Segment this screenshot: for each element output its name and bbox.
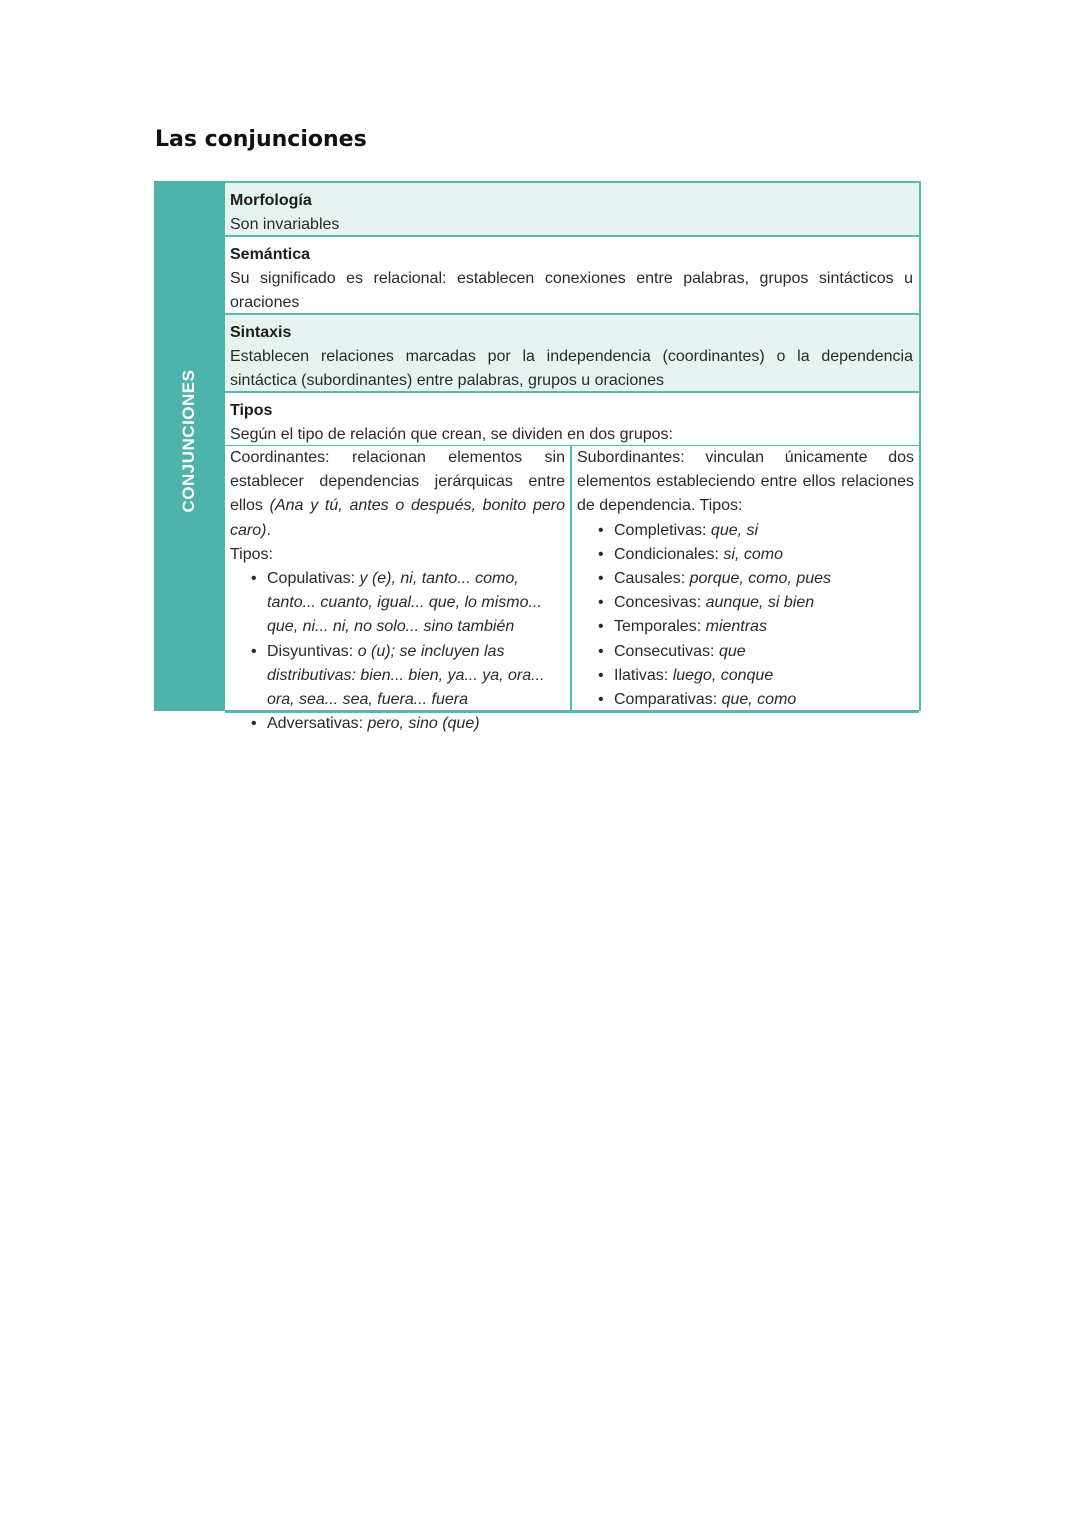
item-examples: o (u); se incluyen las distributivas: bien... bien, ya... ya, ora... ora, sea... sea, fuera... fuera (267, 642, 545, 709)
subordinantes-column (572, 446, 919, 710)
morfologia-text: Son invariables (230, 216, 340, 233)
item-examples: aunque, si bien (705, 594, 815, 612)
list-item: • Ilativas: luego, conque (598, 666, 774, 684)
list-item: • Causales: porque, como, pues (598, 570, 832, 588)
item-name: Temporales: (614, 618, 706, 636)
row-tipos (225, 391, 919, 445)
item-name: Concesivas: (614, 594, 706, 612)
side-band (154, 181, 225, 711)
page-title: Las conjunciones (155, 127, 367, 152)
list-item: • Condicionales: si, como (598, 545, 783, 563)
side-label: CONJUNCIONES (179, 369, 198, 513)
row-sintaxis (225, 313, 919, 391)
row-morfologia (225, 181, 919, 235)
sintaxis-heading: Sintaxis (230, 324, 292, 341)
coordinantes-column (225, 446, 572, 733)
list-item: • Concesivas: aunque, si bien (598, 594, 815, 612)
item-examples: que, como (721, 691, 797, 709)
row-semantica (225, 235, 919, 313)
list-item: • Adversativas: pero, sino (que) (251, 715, 480, 733)
subordinantes-intro: Subordinantes: vinculan únicamente dos elementos estableciendo entre ellos relaciones de dependencia. Tipos: (577, 449, 914, 515)
tipos-columns (225, 445, 919, 733)
list-item: • Copulativas: y (e), ni, tanto... como, tanto... cuanto, igual... que, lo mismo... que, ni... ni, no solo... sino también (251, 570, 542, 636)
item-name: Adversativas: (267, 715, 368, 733)
item-name: Condicionales: (614, 545, 724, 563)
tipos-heading: Tipos (230, 402, 273, 419)
item-examples: porque, como, pues (689, 570, 832, 588)
item-name: Causales: (614, 570, 690, 588)
item-name: Consecutivas: (614, 642, 719, 660)
item-examples: que (718, 642, 746, 660)
conjunciones-table (154, 181, 921, 733)
item-examples: si, como (723, 545, 783, 563)
table-content (225, 181, 921, 733)
coordinantes-list (230, 567, 565, 736)
tipos-text: Según el tipo de relación que crean, se dividen en dos grupos: (230, 426, 673, 443)
item-examples: y (e), ni, tanto... como, tanto... cuanto, igual... que, lo mismo... que, ni... ni, no solo... sino también (267, 570, 542, 636)
subordinantes-list (577, 519, 914, 713)
sintaxis-text: Establecen relaciones marcadas por la independencia (coordinantes) o la dependencia sintáctica (subordinantes) entre palabras, grupos u oraciones (230, 348, 913, 389)
list-item: • Consecutivas: que (598, 642, 746, 660)
list-item: • Completivas: que, si (598, 521, 759, 539)
item-name: Comparativas: (614, 691, 722, 709)
item-name: Copulativas: (267, 570, 360, 588)
coordinantes-intro (230, 446, 565, 543)
list-item: • Temporales: mientras (598, 618, 767, 636)
list-item: • Comparativas: que, como (598, 691, 797, 709)
item-examples: luego, conque (672, 666, 774, 684)
semantica-heading: Semántica (230, 246, 311, 263)
item-examples: mientras (705, 618, 767, 636)
list-item: • Disyuntivas: o (u); se incluyen las distributivas: bien... bien, ya... ya, ora... ora, sea... sea, fuera... fuera (251, 642, 545, 709)
coordinantes-intro-end: . (266, 521, 271, 539)
item-examples: que, si (710, 521, 759, 539)
item-examples: pero, sino (que) (367, 715, 480, 733)
coordinantes-examples: (Ana y tú, antes o después, bonito pero caro) (230, 497, 566, 539)
item-name: Completivas: (614, 521, 711, 539)
coordinantes-intro-text: Coordinantes: relacionan elementos sin establecer dependencias jerárquicas entre ellos (230, 449, 565, 515)
coordinantes-tipos-label: Tipos: (230, 545, 273, 563)
item-name: Ilativas: (614, 666, 673, 684)
morfologia-heading: Morfología (230, 192, 312, 209)
item-name: Disyuntivas: (267, 642, 358, 660)
semantica-text: Su significado es relacional: establecen conexiones entre palabras, grupos sintácticos u oraciones (230, 270, 913, 311)
